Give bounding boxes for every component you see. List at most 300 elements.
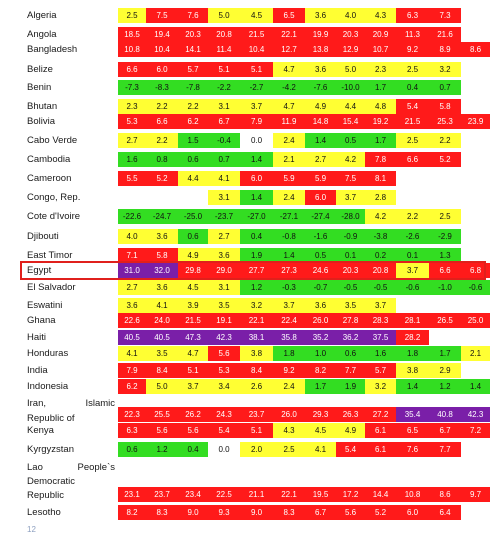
value-cell: 3.1	[208, 190, 240, 205]
row-label: Bhutan	[27, 101, 58, 112]
value-cell: 7.7	[429, 442, 461, 457]
value-cell: 5.9	[305, 171, 336, 186]
value-cell: 1.4	[240, 190, 273, 205]
value-cell: 6.7	[208, 114, 240, 129]
value-cell: 1.7	[305, 379, 336, 394]
value-cell: -0.6	[396, 280, 429, 295]
value-cell: 7.9	[118, 363, 146, 378]
value-cell: 11.3	[396, 27, 429, 42]
value-cell: 42.3	[461, 407, 490, 422]
value-cell: 25.0	[461, 313, 490, 328]
value-cell: 38.1	[240, 330, 273, 345]
value-cell: 3.1	[208, 280, 240, 295]
value-cell: 6.1	[365, 423, 396, 438]
value-cell: -22.6	[118, 209, 146, 224]
value-cell: 3.2	[365, 379, 396, 394]
value-cell	[461, 133, 490, 148]
value-cell: 42.3	[208, 330, 240, 345]
value-cell: 3.7	[178, 379, 208, 394]
value-cell: 3.8	[240, 346, 273, 361]
value-cell: 3.7	[273, 298, 305, 313]
value-cell: 5.7	[365, 363, 396, 378]
row-label: Iran, Islamic Republic of	[27, 398, 115, 424]
value-cell: 6.1	[365, 442, 396, 457]
value-cell: 3.2	[240, 298, 273, 313]
value-cell: 10.8	[396, 487, 429, 502]
value-cell: 4.0	[336, 8, 365, 23]
value-cell: 13.8	[305, 42, 336, 57]
value-cell: 5.6	[208, 346, 240, 361]
value-cell	[461, 505, 490, 520]
value-cell: 2.2	[178, 99, 208, 114]
value-cell: 24.0	[146, 313, 178, 328]
value-cell: 2.2	[146, 99, 178, 114]
value-cell: 3.5	[208, 298, 240, 313]
value-cell: 27.7	[240, 263, 273, 278]
value-cell: 1.2	[146, 442, 178, 457]
row-label: Cambodia	[27, 154, 71, 165]
value-cell: 31.0	[118, 263, 146, 278]
value-cell: 11.9	[273, 114, 305, 129]
value-cell: 28.1	[396, 313, 429, 328]
value-cell: 4.4	[178, 171, 208, 186]
value-cell: 5.2	[429, 152, 461, 167]
value-cell: 3.8	[396, 363, 429, 378]
value-cell: 4.5	[305, 423, 336, 438]
value-cell: 19.4	[146, 27, 178, 42]
value-cell	[461, 99, 490, 114]
value-cell: -7.3	[118, 80, 146, 95]
value-cell: 10.4	[146, 42, 178, 57]
value-cell: 4.1	[305, 442, 336, 457]
value-cell: 4.0	[118, 229, 146, 244]
value-cell: 27.8	[336, 313, 365, 328]
value-cell: 12.7	[273, 42, 305, 57]
row-label: Djibouti	[27, 231, 59, 242]
value-cell: 18.5	[118, 27, 146, 42]
value-cell: 9.3	[208, 505, 240, 520]
value-cell: 0.6	[118, 442, 146, 457]
value-cell: 4.1	[208, 171, 240, 186]
value-cell: 3.7	[240, 99, 273, 114]
value-cell: 6.8	[461, 263, 490, 278]
value-cell: 5.8	[429, 99, 461, 114]
value-cell: 21.1	[240, 487, 273, 502]
value-cell: -1.0	[429, 280, 461, 295]
row-label: Cameroon	[27, 173, 72, 184]
value-cell: 1.7	[365, 133, 396, 148]
value-cell: 2.7	[305, 152, 336, 167]
value-cell: 4.2	[365, 209, 396, 224]
value-cell: 21.5	[396, 114, 429, 129]
value-cell: 23.1	[118, 487, 146, 502]
value-cell: -1.6	[305, 229, 336, 244]
row-label: Algeria	[27, 10, 57, 21]
value-cell: 23.7	[146, 487, 178, 502]
value-cell: 5.6	[336, 505, 365, 520]
value-cell	[396, 190, 429, 205]
value-cell: 1.3	[429, 248, 461, 263]
value-cell: 8.1	[365, 171, 396, 186]
value-cell: 19.1	[208, 313, 240, 328]
value-cell: 4.7	[178, 346, 208, 361]
value-cell: 5.1	[240, 62, 273, 77]
value-cell: 4.9	[336, 423, 365, 438]
value-cell: 6.2	[118, 379, 146, 394]
value-cell: -10.0	[336, 80, 365, 95]
value-cell: 6.0	[240, 171, 273, 186]
value-cell: 20.3	[336, 263, 365, 278]
value-cell: 6.6	[146, 114, 178, 129]
row-label: India	[27, 365, 48, 376]
value-cell: 7.6	[178, 8, 208, 23]
row-label: Cote d'Ivoire	[27, 211, 81, 222]
value-cell: 8.2	[118, 505, 146, 520]
value-cell: -25.0	[178, 209, 208, 224]
value-cell: 3.9	[178, 298, 208, 313]
value-cell: 0.0	[208, 442, 240, 457]
value-cell: 23.4	[178, 487, 208, 502]
value-cell: 40.5	[118, 330, 146, 345]
row-label: Eswatini	[27, 300, 63, 311]
value-cell: 7.7	[336, 363, 365, 378]
value-cell: 28.2	[396, 330, 429, 345]
value-cell: 5.1	[208, 62, 240, 77]
value-cell: 0.4	[240, 229, 273, 244]
value-cell: 4.1	[118, 346, 146, 361]
value-cell: 26.2	[178, 407, 208, 422]
value-cell: 10.8	[118, 42, 146, 57]
value-cell: 5.4	[208, 423, 240, 438]
value-cell: 6.0	[146, 62, 178, 77]
value-cell	[461, 248, 490, 263]
value-cell: 0.4	[178, 442, 208, 457]
value-cell: 28.3	[365, 313, 396, 328]
value-cell: 21.5	[240, 27, 273, 42]
value-cell: 5.2	[365, 505, 396, 520]
value-cell: 2.5	[118, 8, 146, 23]
value-cell: 2.5	[273, 442, 305, 457]
value-cell: 1.7	[365, 80, 396, 95]
value-cell: 1.2	[240, 280, 273, 295]
value-cell: 2.1	[461, 346, 490, 361]
value-cell	[146, 190, 178, 205]
value-cell: 5.0	[146, 379, 178, 394]
value-cell: -27.4	[305, 209, 336, 224]
value-cell: 22.1	[240, 313, 273, 328]
value-cell: 3.6	[305, 298, 336, 313]
value-cell: 25.5	[146, 407, 178, 422]
value-cell: -2.7	[240, 80, 273, 95]
value-cell: 8.3	[146, 505, 178, 520]
value-cell: 1.2	[429, 379, 461, 394]
value-cell: 47.3	[178, 330, 208, 345]
value-cell: 23.9	[461, 114, 490, 129]
value-cell: 0.5	[336, 133, 365, 148]
value-cell: 19.5	[305, 487, 336, 502]
value-cell: 14.8	[305, 114, 336, 129]
value-cell: 2.2	[429, 133, 461, 148]
value-cell: 5.5	[118, 171, 146, 186]
value-cell: 6.7	[305, 505, 336, 520]
value-cell: 20.9	[365, 27, 396, 42]
value-cell: 5.2	[146, 171, 178, 186]
value-cell	[461, 171, 490, 186]
value-cell: 9.7	[461, 487, 490, 502]
value-cell: 1.0	[305, 346, 336, 361]
value-cell: 6.6	[118, 62, 146, 77]
value-cell: 2.8	[365, 190, 396, 205]
value-cell: 5.0	[336, 62, 365, 77]
value-cell: 14.4	[365, 487, 396, 502]
value-cell: 2.9	[429, 363, 461, 378]
value-cell	[461, 80, 490, 95]
value-cell: 2.1	[273, 152, 305, 167]
value-cell: 4.2	[336, 152, 365, 167]
value-cell: -0.4	[208, 133, 240, 148]
value-cell: 2.7	[208, 229, 240, 244]
value-cell: 0.2	[365, 248, 396, 263]
value-cell: 7.6	[396, 442, 429, 457]
value-cell: 4.7	[273, 62, 305, 77]
value-cell: 6.2	[178, 114, 208, 129]
value-cell: -4.2	[273, 80, 305, 95]
value-cell: 3.4	[208, 379, 240, 394]
value-cell: 4.9	[305, 99, 336, 114]
value-cell	[461, 190, 490, 205]
value-cell: 19.9	[305, 27, 336, 42]
value-cell: 9.2	[273, 363, 305, 378]
value-cell: 1.9	[336, 379, 365, 394]
value-cell: 20.3	[178, 27, 208, 42]
value-cell	[396, 171, 429, 186]
value-cell: 6.3	[396, 8, 429, 23]
value-cell: 0.5	[305, 248, 336, 263]
row-label: Indonesia	[27, 381, 69, 392]
value-cell: 2.2	[146, 133, 178, 148]
value-cell: 6.5	[396, 423, 429, 438]
value-cell: 26.5	[429, 313, 461, 328]
value-cell: 22.5	[208, 487, 240, 502]
value-cell	[118, 190, 146, 205]
value-cell: 22.6	[118, 313, 146, 328]
value-cell: 20.8	[208, 27, 240, 42]
value-cell: -3.8	[365, 229, 396, 244]
value-cell: 0.1	[336, 248, 365, 263]
value-cell: 8.2	[305, 363, 336, 378]
value-cell: 20.3	[336, 27, 365, 42]
row-label: El Salvador	[27, 282, 76, 293]
value-cell: 37.5	[365, 330, 396, 345]
value-cell: 8.4	[146, 363, 178, 378]
value-cell: 4.3	[365, 8, 396, 23]
value-cell: 26.0	[273, 407, 305, 422]
value-cell: 6.4	[429, 505, 461, 520]
value-cell: 17.2	[336, 487, 365, 502]
value-cell: 5.1	[178, 363, 208, 378]
value-cell: 6.5	[273, 8, 305, 23]
row-label: Angola	[27, 29, 57, 40]
value-cell: 0.7	[429, 80, 461, 95]
value-cell: 21.6	[429, 27, 461, 42]
value-cell: 3.6	[146, 280, 178, 295]
value-cell: 7.9	[240, 114, 273, 129]
value-cell: 3.2	[429, 62, 461, 77]
value-cell: 3.5	[336, 298, 365, 313]
value-cell: 5.4	[396, 99, 429, 114]
value-cell	[461, 330, 490, 345]
value-cell: 8.4	[240, 363, 273, 378]
page-number: 12	[27, 525, 36, 534]
value-cell: 3.7	[365, 298, 396, 313]
row-label: Kenya	[27, 425, 54, 436]
value-cell: 0.4	[396, 80, 429, 95]
value-cell: -2.6	[396, 229, 429, 244]
value-cell: 23.7	[240, 407, 273, 422]
value-cell: 2.2	[396, 209, 429, 224]
value-cell: 26.0	[305, 313, 336, 328]
value-cell	[461, 8, 490, 23]
value-cell	[461, 62, 490, 77]
value-cell: 3.5	[146, 346, 178, 361]
value-cell: -0.6	[461, 280, 490, 295]
value-cell	[178, 190, 208, 205]
value-cell: 8.9	[429, 42, 461, 57]
value-cell: 19.2	[365, 114, 396, 129]
value-cell: 3.7	[396, 263, 429, 278]
value-cell: 12.9	[336, 42, 365, 57]
value-cell: 1.4	[305, 133, 336, 148]
value-cell: 2.5	[396, 62, 429, 77]
value-cell: 29.8	[178, 263, 208, 278]
value-cell: 0.8	[146, 152, 178, 167]
value-cell: 6.3	[118, 423, 146, 438]
value-cell: 24.3	[208, 407, 240, 422]
value-cell	[429, 330, 461, 345]
value-cell: -0.9	[336, 229, 365, 244]
value-cell: 6.7	[429, 423, 461, 438]
value-cell: 36.2	[336, 330, 365, 345]
value-cell: -2.2	[208, 80, 240, 95]
value-cell: 5.3	[118, 114, 146, 129]
value-cell: 7.1	[118, 248, 146, 263]
value-cell: -28.0	[336, 209, 365, 224]
value-cell: 14.1	[178, 42, 208, 57]
value-cell: 7.5	[336, 171, 365, 186]
value-cell: 22.1	[273, 27, 305, 42]
row-label: Bolivia	[27, 116, 55, 127]
value-cell: 1.5	[178, 133, 208, 148]
value-cell: 11.4	[208, 42, 240, 57]
value-cell: 40.8	[429, 407, 461, 422]
value-cell: -23.7	[208, 209, 240, 224]
value-cell	[461, 209, 490, 224]
value-cell: 4.5	[240, 8, 273, 23]
value-cell: 4.5	[178, 280, 208, 295]
value-cell: 27.3	[273, 263, 305, 278]
value-cell: 9.0	[178, 505, 208, 520]
value-cell: -0.5	[365, 280, 396, 295]
value-cell: 3.6	[208, 248, 240, 263]
row-label: Cabo Verde	[27, 135, 78, 146]
value-cell: 1.9	[240, 248, 273, 263]
value-cell: 20.8	[365, 263, 396, 278]
value-cell: 5.3	[208, 363, 240, 378]
value-cell	[461, 363, 490, 378]
value-cell: 1.7	[429, 346, 461, 361]
value-cell: 2.5	[429, 209, 461, 224]
value-cell: -0.5	[336, 280, 365, 295]
value-cell: 1.6	[365, 346, 396, 361]
value-cell: 4.9	[178, 248, 208, 263]
value-cell: 4.3	[273, 423, 305, 438]
value-cell: 1.4	[396, 379, 429, 394]
value-cell: 6.6	[429, 263, 461, 278]
row-label: Ghana	[27, 315, 56, 326]
row-label: Lesotho	[27, 507, 61, 518]
value-cell: 3.6	[146, 229, 178, 244]
value-cell: 2.4	[273, 133, 305, 148]
value-cell: 3.1	[208, 99, 240, 114]
value-cell: 2.6	[240, 379, 273, 394]
value-cell	[429, 298, 461, 313]
value-cell: 22.3	[118, 407, 146, 422]
value-cell: 10.7	[365, 42, 396, 57]
value-cell: 10.4	[240, 42, 273, 57]
value-cell: 2.3	[118, 99, 146, 114]
row-label: Benin	[27, 82, 52, 93]
row-label: Congo, Rep.	[27, 192, 81, 203]
value-cell	[396, 298, 429, 313]
value-cell: 29.3	[305, 407, 336, 422]
value-cell: 4.7	[273, 99, 305, 114]
value-cell	[429, 171, 461, 186]
row-label: Haiti	[27, 332, 47, 343]
value-cell: 2.4	[273, 190, 305, 205]
value-cell: 9.0	[240, 505, 273, 520]
value-cell: 6.0	[396, 505, 429, 520]
value-cell: 35.2	[305, 330, 336, 345]
value-cell: 2.5	[396, 133, 429, 148]
row-label: Kyrgyzstan	[27, 444, 74, 455]
value-cell: 8.3	[273, 505, 305, 520]
value-cell: 0.6	[178, 229, 208, 244]
value-cell: 1.4	[461, 379, 490, 394]
value-cell: -0.8	[273, 229, 305, 244]
value-cell: -7.6	[305, 80, 336, 95]
value-cell: -0.7	[305, 280, 336, 295]
value-cell: 1.8	[396, 346, 429, 361]
value-cell: 7.8	[365, 152, 396, 167]
row-label: Lao People`s Democratic Republic	[27, 462, 115, 501]
value-cell: 35.4	[396, 407, 429, 422]
value-cell	[461, 442, 490, 457]
value-cell	[461, 27, 490, 42]
value-cell: 40.5	[146, 330, 178, 345]
value-cell: 0.1	[396, 248, 429, 263]
value-cell: 1.4	[273, 248, 305, 263]
value-cell: 7.3	[429, 8, 461, 23]
value-cell: 2.3	[365, 62, 396, 77]
value-cell: 0.6	[178, 152, 208, 167]
value-cell: 15.4	[336, 114, 365, 129]
value-cell: 0.6	[336, 346, 365, 361]
value-cell: 0.0	[240, 133, 273, 148]
value-cell	[429, 190, 461, 205]
value-cell	[461, 152, 490, 167]
value-cell: 35.8	[273, 330, 305, 345]
value-cell: 22.1	[273, 487, 305, 502]
